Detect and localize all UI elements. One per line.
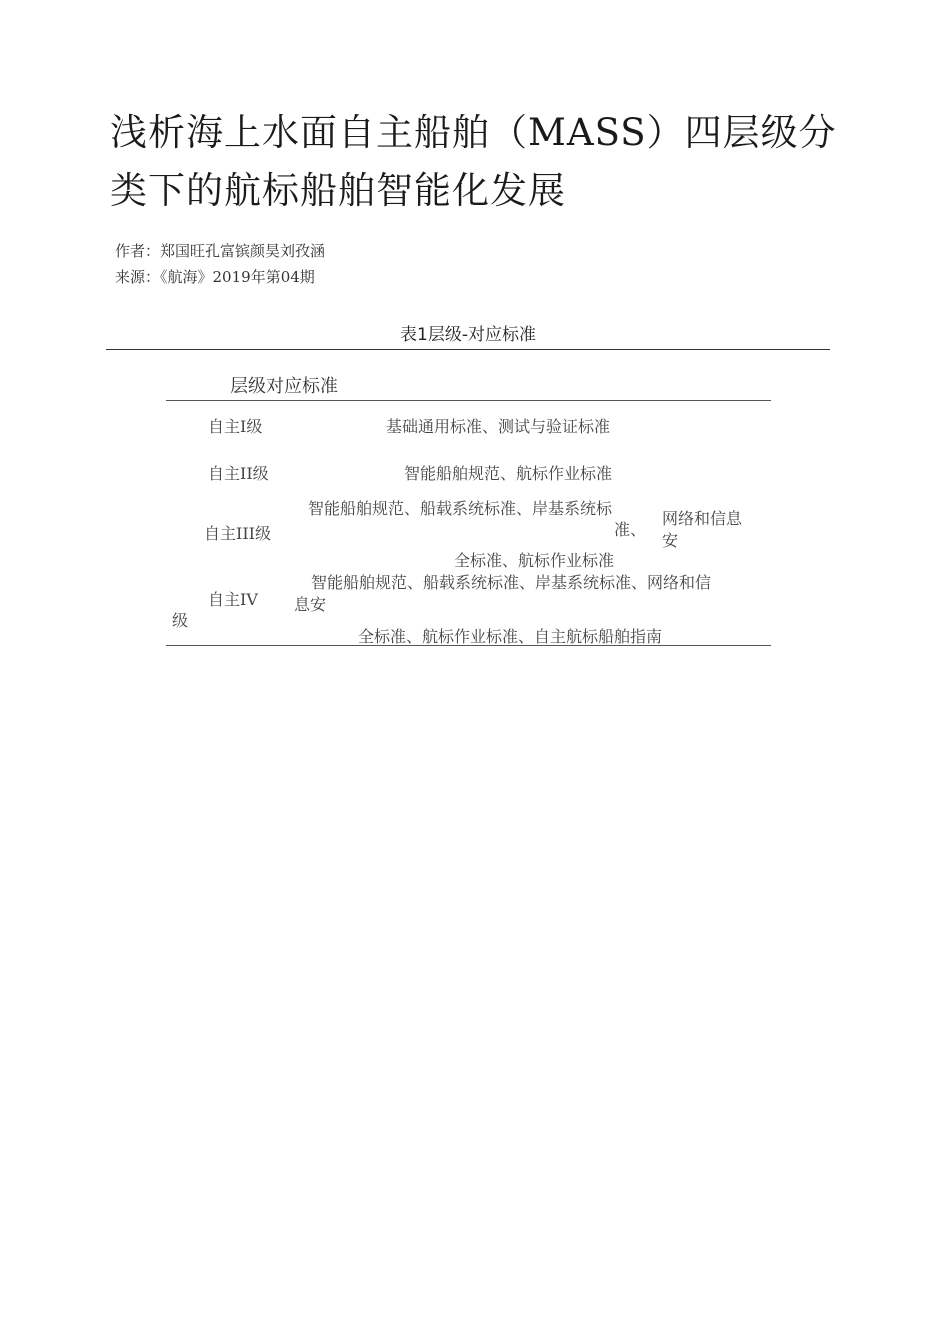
standard-cell: 智能船舶规范、航标作业标准 [404,464,613,483]
level-cell: 自主II级 [208,464,269,483]
level-cell: 自主I级 [208,417,263,436]
level-cell: 自主III级 [204,524,271,543]
level-cell: 自主IV [208,590,258,609]
standard-cell-part-c: 全标准、航标作业标准、自主航标船舶指南 [358,627,663,646]
article-title-line-1: 浅析海上水面自主船舶（MASS）四层级分 [110,111,837,154]
source-text: 《航海》2019年第04期 [160,268,315,286]
level-cell-suffix: 级 [172,611,189,630]
table-header: 层级对应标准 [230,376,338,397]
source-line [115,264,325,290]
standard-cell-part-b: 息安 [294,595,327,614]
article-title [110,104,850,220]
table-caption: 表1层级-对应标准 [106,320,830,350]
author-names: 郑国旺孔富镔颜昊刘孜涵 [160,242,326,260]
article-meta [115,238,325,290]
author-line [115,238,325,264]
standard-cell-part-d: 全标准、航标作业标准 [454,551,615,570]
standard-cell-part-a: 智能船舶规范、船载系统标准、岸基系统标准、网络和信 [311,573,712,592]
standard-cell-part-b: 准、 [614,520,647,539]
article-title-line-2: 类下的航标船舶智能化发展 [110,169,566,212]
standard-cell-part-c1: 网络和信息 [662,509,743,528]
standard-cell: 基础通用标准、测试与验证标准 [386,417,611,436]
source-label: 来源： [115,268,161,286]
table-top-rule [166,400,771,401]
author-label: 作者： [115,242,161,260]
standard-cell-part-a: 智能船舶规范、船载系统标准、岸基系统标 [308,499,613,518]
standard-cell-part-c2: 安 [662,531,679,550]
table-bottom-rule [166,645,771,646]
